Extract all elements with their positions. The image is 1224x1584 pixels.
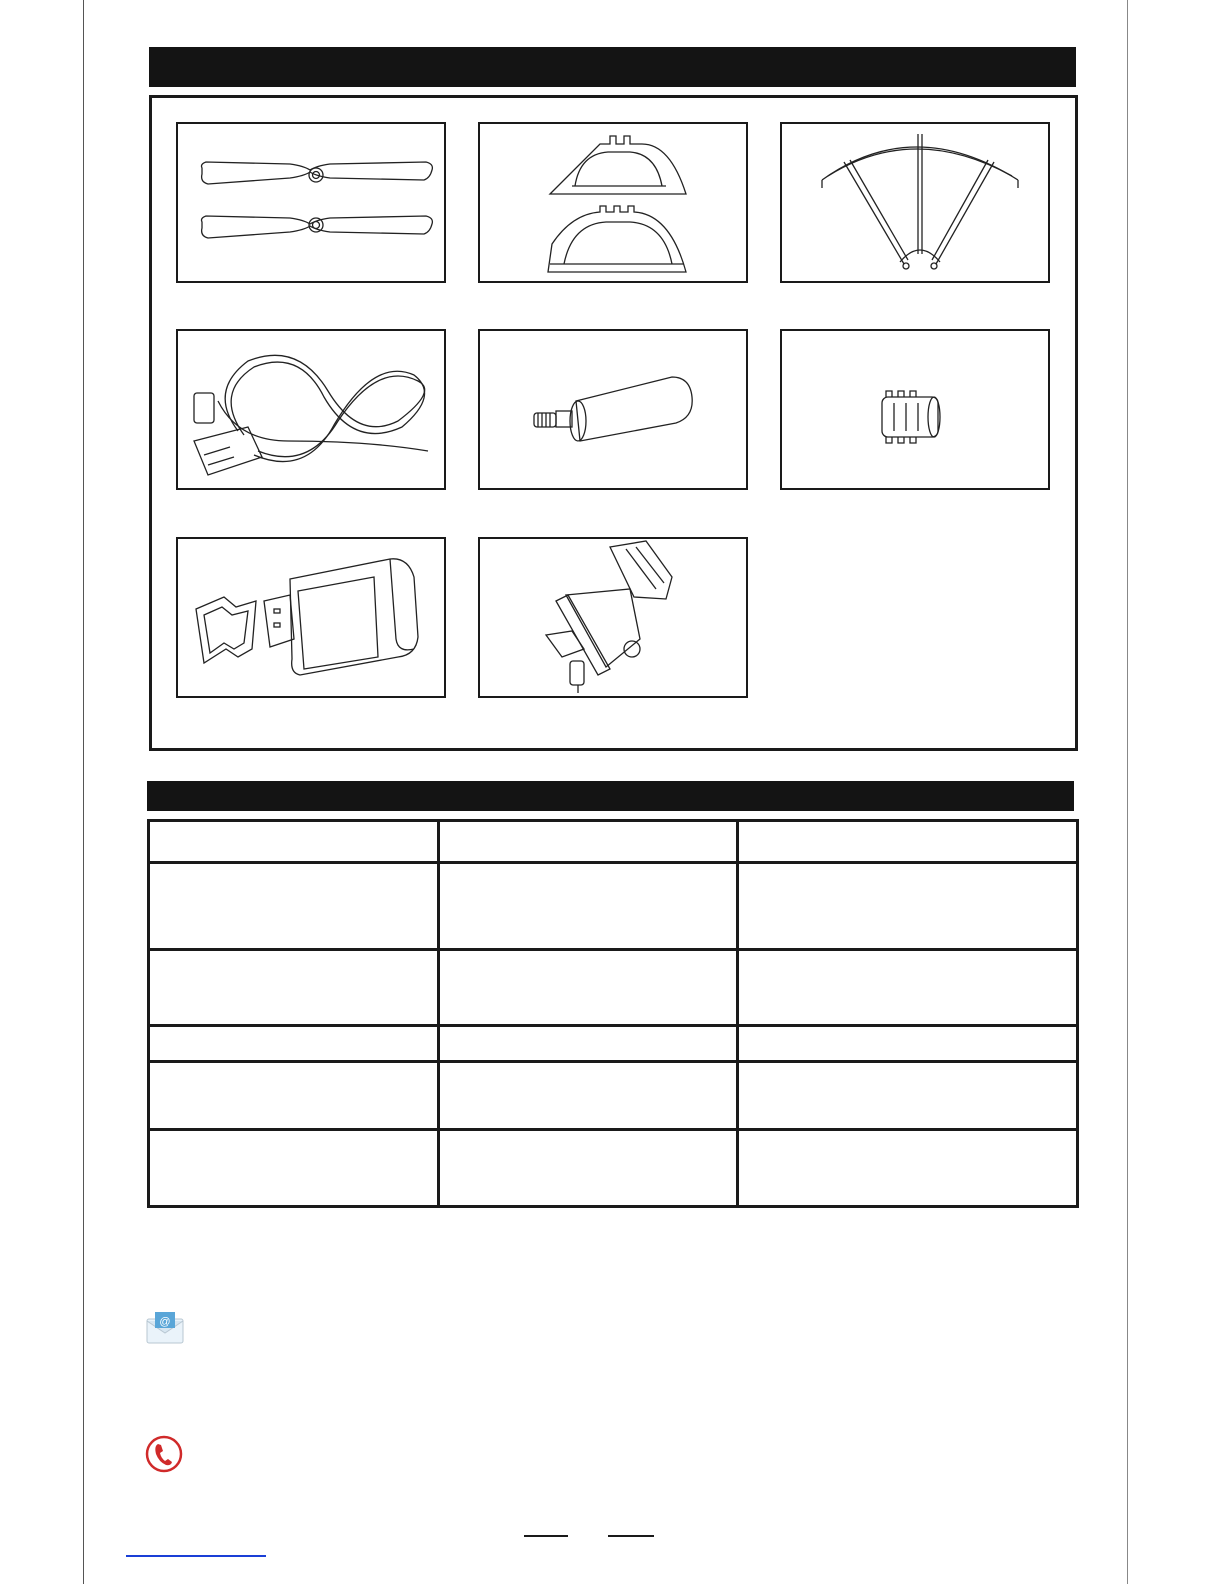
specs-section-header <box>147 781 1074 811</box>
table-row <box>149 1130 1078 1207</box>
table-row <box>149 1026 1078 1062</box>
table-cell <box>439 863 738 950</box>
part-card-reader <box>176 537 446 698</box>
table-cell <box>149 1130 439 1207</box>
table-cell <box>738 1130 1078 1207</box>
table-row <box>149 950 1078 1026</box>
part-landing-gear <box>478 122 748 283</box>
landing-gear-icon <box>480 124 750 285</box>
table-header-cell <box>439 821 738 863</box>
table-header-cell <box>149 821 439 863</box>
spec-table <box>147 819 1079 1208</box>
table-cell <box>439 1062 738 1130</box>
table-cell <box>149 950 439 1026</box>
parts-section-header <box>149 47 1076 87</box>
part-phone-holder <box>478 537 748 698</box>
table-cell <box>738 1026 1078 1062</box>
table-header-cell <box>738 821 1078 863</box>
table-cell <box>738 1062 1078 1130</box>
page-border-right <box>1127 0 1128 1584</box>
card-reader-icon <box>178 539 448 700</box>
page-number-mark-left <box>524 1535 568 1537</box>
table-row <box>149 863 1078 950</box>
part-motor <box>478 329 748 490</box>
usb-cable-icon <box>178 331 448 492</box>
table-cell <box>738 950 1078 1026</box>
table-cell <box>439 950 738 1026</box>
table-cell <box>149 863 439 950</box>
table-row <box>149 1062 1078 1130</box>
gear-icon <box>782 331 1052 492</box>
table-cell <box>439 1026 738 1062</box>
propeller-icon <box>178 124 448 285</box>
phone-holder-icon <box>480 539 750 700</box>
part-gear <box>780 329 1050 490</box>
propeller-guard-icon <box>782 124 1052 285</box>
page-number-mark-right <box>608 1535 654 1537</box>
part-propellers <box>176 122 446 283</box>
motor-icon <box>480 331 750 492</box>
table-cell <box>439 1130 738 1207</box>
table-header-row <box>149 821 1078 863</box>
phone-icon <box>144 1434 184 1474</box>
part-usb-cable <box>176 329 446 490</box>
table-cell <box>149 1026 439 1062</box>
page-border-left <box>83 0 84 1584</box>
svg-text:@: @ <box>159 1316 171 1328</box>
email-envelope-icon <box>146 1311 184 1345</box>
footer-link-underline[interactable] <box>126 1555 266 1557</box>
part-propeller-guard <box>780 122 1050 283</box>
table-cell <box>738 863 1078 950</box>
table-cell <box>149 1062 439 1130</box>
